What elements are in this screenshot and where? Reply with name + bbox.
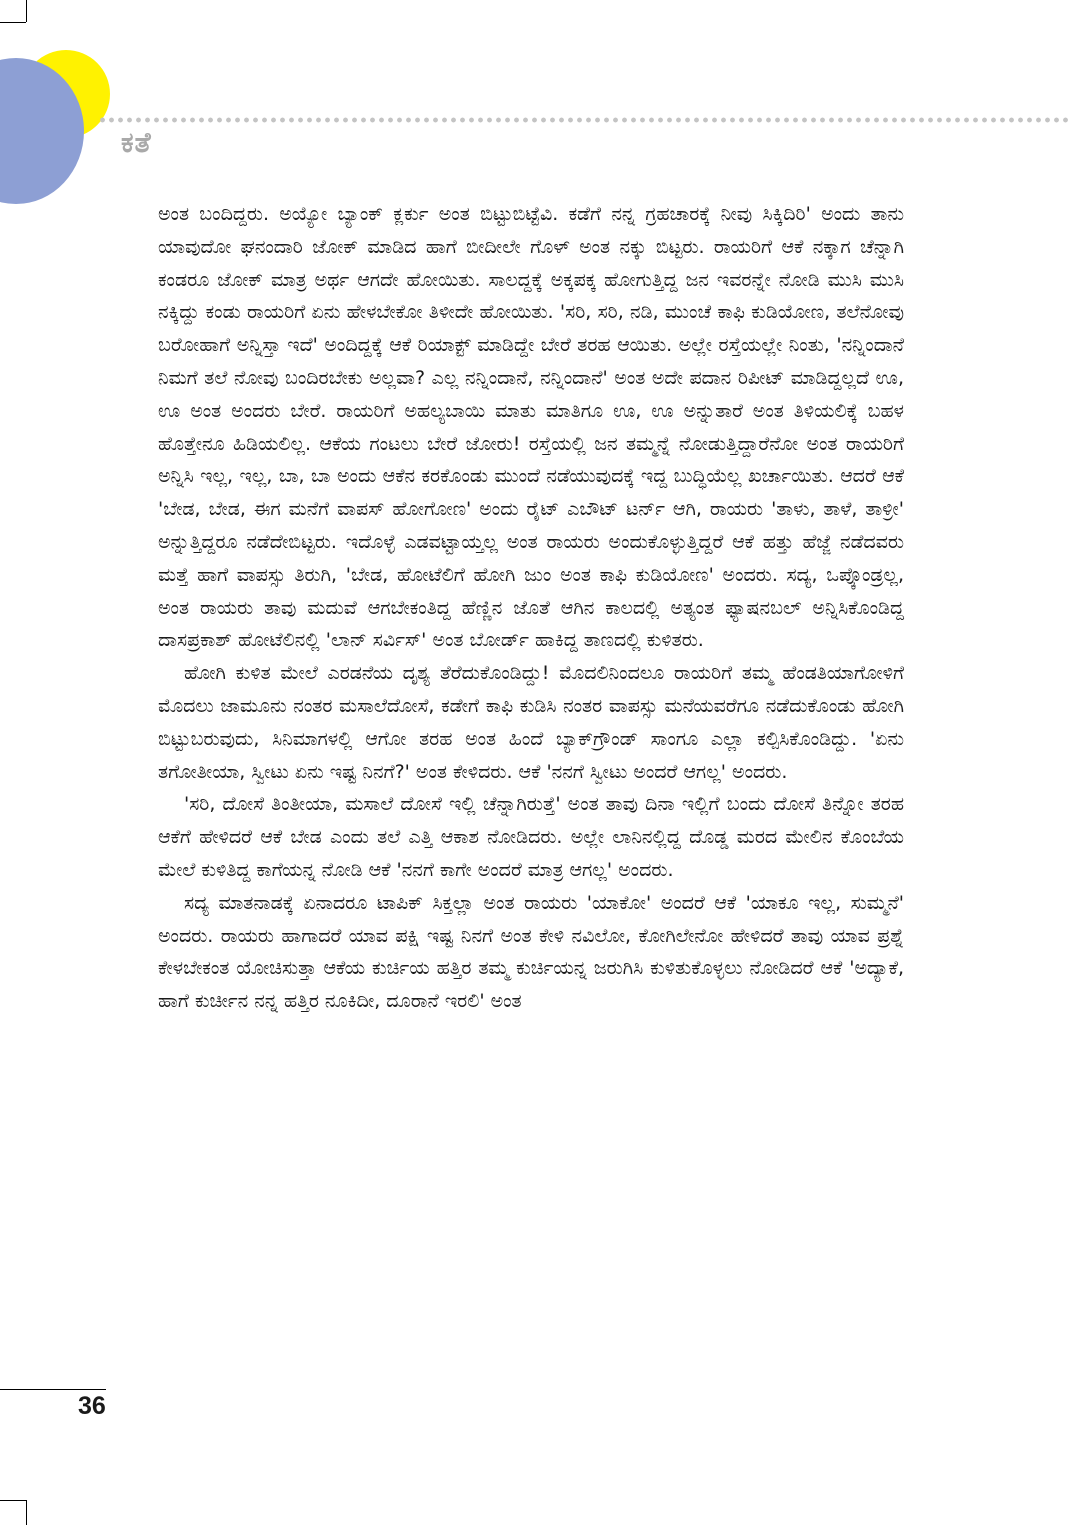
dotted-header-rule [98, 116, 1072, 124]
paragraph: ಅಂತ ಬಂದಿದ್ದರು. ಅಯ್ಯೋ ಬ್ಯಾಂಕ್ ಕ್ಲರ್ಕು ಅಂತ ಬಿಟ್ಟುಬಿಟ್ಟೆವಿ. ಕಡೆಗೆ ನನ್ನ ಗ್ರಹಚಾರಕ್ಕೆ ನೀವು ಸಿಕ್ಕಿದಿರಿ' ಅಂದು ತಾನು ಯಾವುದೋ ಘನಂದಾರಿ ಜೋಕ್ ಮಾಡಿದ ಹಾಗೆ ಬೀದೀಲೇ ಗೊಳ್ ಅಂತ ನಕ್ಕು ಬಿಟ್ಟರು. ರಾಯರಿಗೆ ಆಕೆ ನಕ್ಕಾಗ ಚೆನ್ನಾಗಿ ಕಂಡರೂ ಜೋಕ್ ಮಾತ್ರ ಅರ್ಥ ಆಗದೇ ಹೋಯಿತು. ಸಾಲದ್ದಕ್ಕೆ ಅಕ್ಕಪಕ್ಕ ಹೋಗುತ್ತಿದ್ದ ಜನ ಇವರನ್ನೇ ನೋಡಿ ಮುಸಿ ಮುಸಿ ನಕ್ಕಿದ್ದು ಕಂಡು ರಾಯರಿಗೆ ಏನು ಹೇಳಬೇಕೋ ತಿಳೀದೇ ಹೋಯಿತು. 'ಸರಿ, ಸರಿ, ನಡಿ, ಮುಂಚೆ ಕಾಫಿ ಕುಡಿಯೋಣ, ತಲೆನೋವು ಬರೋಹಾಗೆ ಅನ್ನಿಸ್ತಾ ಇದೆ' ಅಂದಿದ್ದಕ್ಕೆ ಆಕೆ ರಿಯಾಕ್ಟ್ ಮಾಡಿದ್ದೇ ಬೇರೆ ತರಹ ಆಯಿತು. ಅಲ್ಲೇ ರಸ್ತೆಯಲ್ಲೇ ನಿಂತು, 'ನನ್ನಿಂದಾನೆ ನಿಮಗೆ ತಲೆ ನೋವು ಬಂದಿರಬೇಕು ಅಲ್ಲವಾ? ಎಲ್ಲ ನನ್ನಿಂದಾನೆ, ನನ್ನಿಂದಾನೆ' ಅಂತ ಅದೇ ಪದಾನ ರಿಪೀಟ್ ಮಾಡಿದ್ದಲ್ಲದೆ ಊ, ಊ ಅಂತ ಅಂದರು ಬೇರೆ. ರಾಯರಿಗೆ ಅಹಲ್ಯಬಾಯಿ ಮಾತು ಮಾತಿಗೂ ಊ, ಊ ಅನ್ನುತಾರೆ ಅಂತ ತಿಳಿಯಲಿಕ್ಕೆ ಬಹಳ ಹೊತ್ತೇನೂ ಹಿಡಿಯಲಿಲ್ಲ. ಆಕೆಯ ಗಂಟಲು ಬೇರೆ ಜೋರು! ರಸ್ತೆಯಲ್ಲಿ ಜನ ತಮ್ಮನ್ನೆ ನೋಡುತ್ತಿದ್ದಾರೆನೋ ಅಂತ ರಾಯರಿಗೆ ಅನ್ನಿಸಿ ಇಲ್ಲ, ಇಲ್ಲ, ಬಾ, ಬಾ ಅಂದು ಆಕೆನ ಕರಕೊಂಡು ಮುಂದೆ ನಡೆಯುವುದಕ್ಕೆ ಇದ್ದ ಬುದ್ಧಿಯೆಲ್ಲ ಖರ್ಚಾಯಿತು. ಆದರೆ ಆಕೆ 'ಬೇಡ, ಬೇಡ, ಈಗ ಮನೆಗೆ ವಾಪಸ್ ಹೋಗೋಣ' ಅಂದು ರೈಟ್ ಎಬೌಟ್ ಟರ್ನ್ ಆಗಿ, ರಾಯರು 'ತಾಳು, ತಾಳೆ, ತಾಳ್ರೀ' ಅನ್ನುತ್ತಿದ್ದರೂ ನಡೆದೇಬಿಟ್ಟರು. ಇದೊಳ್ಳೆ ಎಡವಟ್ಟಾಯ್ತಲ್ಲ ಅಂತ ರಾಯರು ಅಂದುಕೊಳ್ಳುತ್ತಿದ್ದರೆ ಆಕೆ ಹತ್ತು ಹೆಜ್ಜೆ ನಡೆದವರು ಮತ್ತೆ ಹಾಗೆ ವಾಪಸ್ಸು ತಿರುಗಿ, 'ಬೇಡ, ಹೋಟೆಲಿಗೆ ಹೋಗಿ ಜುಂ ಅಂತ ಕಾಫಿ ಕುಡಿಯೋಣ' ಅಂದರು. ಸದ್ಯ, ಒಪ್ಕೊಂಡ್ರಲ್ಲ, ಅಂತ ರಾಯರು ತಾವು ಮದುವೆ ಆಗಬೇಕಂತಿದ್ದ ಹೆಣ್ಣಿನ ಜೊತೆ ಆಗಿನ ಕಾಲದಲ್ಲಿ ಅತ್ಯಂತ ಫ್ಯಾಷನಬಲ್ ಅನ್ನಿಸಿಕೊಂಡಿದ್ದ ದಾಸಪ್ರಕಾಶ್ ಹೋಟೆಲಿನಲ್ಲಿ 'ಲಾನ್ ಸರ್ವಿಸ್' ಅಂತ ಬೋರ್ಡ್ ಹಾಕಿದ್ದ ತಾಣದಲ್ಲಿ ಕುಳಿತರು. [158, 203, 904, 652]
section-label: ಕತೆ [121, 126, 152, 159]
crop-mark-top-vertical [26, 0, 27, 22]
crop-mark-bottom-horizontal [0, 1500, 26, 1501]
story-body [158, 198, 904, 1018]
page-number: 36 [78, 1392, 106, 1420]
page-number-rule [0, 1389, 106, 1390]
crop-mark-top-horizontal [0, 22, 26, 23]
paragraph: 'ಸರಿ, ದೋಸೆ ತಿಂತೀಯಾ, ಮಸಾಲೆ ದೋಸೆ ಇಲ್ಲಿ ಚೆನ್ನಾಗಿರುತ್ತೆ' ಅಂತ ತಾವು ದಿನಾ ಇಲ್ಲಿಗೆ ಬಂದು ದೋಸೆ ತಿನ್ನೋ ತರಹ ಆಕೆಗೆ ಹೇಳಿದರೆ ಆಕೆ ಬೇಡ ಎಂದು ತಲೆ ಎತ್ತಿ ಆಕಾಶ ನೋಡಿದರು. ಅಲ್ಲೇ ಲಾನಿನಲ್ಲಿದ್ದ ದೊಡ್ಡ ಮರದ ಮೇಲಿನ ಕೊಂಬೆಯ ಮೇಲೆ ಕುಳಿತಿದ್ದ ಕಾಗೆಯನ್ನ ನೋಡಿ ಆಕೆ 'ನನಗೆ ಕಾಗೇ ಅಂದರೆ ಮಾತ್ರ ಆಗಲ್ಲ' ಅಂದರು. [158, 793, 904, 881]
crop-mark-bottom-vertical [26, 1500, 27, 1525]
paragraph: ಹೋಗಿ ಕುಳಿತ ಮೇಲೆ ಎರಡನೆಯ ದೃಶ್ಯ ತೆರೆದುಕೊಂಡಿದ್ದು! ಮೊದಲಿನಿಂದಲೂ ರಾಯರಿಗೆ ತಮ್ಮ ಹೆಂಡತಿಯಾಗೋಳಿಗೆ ಮೊದಲು ಜಾಮೂನು ನಂತರ ಮಸಾಲೆದೋಸೆ, ಕಡೇಗೆ ಕಾಫಿ ಕುಡಿಸಿ ನಂತರ ವಾಪಸ್ಸು ಮನೆಯವರೆಗೂ ನಡೆದುಕೊಂಡು ಹೋಗಿ ಬಿಟ್ಟುಬರುವುದು, ಸಿನಿಮಾಗಳಲ್ಲಿ ಆಗೋ ತರಹ ಅಂತ ಹಿಂದೆ ಬ್ಯಾಕ್‌ಗ್ರೌಂಡ್ ಸಾಂಗೂ ಎಲ್ಲಾ ಕಲ್ಪಿಸಿಕೊಂಡಿದ್ದು. 'ಏನು ತಗೋತೀಯಾ, ಸ್ವೀಟು ಏನು ಇಷ್ಟ ನಿನಗೆ?' ಅಂತ ಕೇಳಿದರು. ಆಕೆ 'ನನಗೆ ಸ್ವೀಟು ಅಂದರೆ ಆಗಲ್ಲ' ಅಂದರು. [158, 662, 904, 783]
paragraph: ಸದ್ಯ ಮಾತನಾಡಕ್ಕೆ ಏನಾದರೂ ಟಾಪಿಕ್ ಸಿಕ್ತಲ್ಲಾ ಅಂತ ರಾಯರು 'ಯಾಕೋ' ಅಂದರೆ ಆಕೆ 'ಯಾಕೂ ಇಲ್ಲ, ಸುಮ್ಮನೆ' ಅಂದರು. ರಾಯರು ಹಾಗಾದರೆ ಯಾವ ಪಕ್ಷಿ ಇಷ್ಟ ನಿನಗೆ ಅಂತ ಕೇಳಿ ನವಿಲೋ, ಕೋಗಿಲೇನೋ ಹೇಳಿದರೆ ತಾವು ಯಾವ ಪ್ರಶ್ನೆ ಕೇಳಬೇಕಂತ ಯೋಚಿಸುತ್ತಾ ಆಕೆಯ ಕುರ್ಚಿಯ ಹತ್ತಿರ ತಮ್ಮ ಕುರ್ಚಿಯನ್ನ ಜರುಗಿಸಿ ಕುಳಿತುಕೊಳ್ಳಲು ನೋಡಿದರೆ ಆಕೆ 'ಅದ್ಯಾಕೆ, ಹಾಗೆ ಕುರ್ಚೀನ ನನ್ನ ಹತ್ತಿರ ನೂಕಿದೀ, ದೂರಾನೆ ಇರಲಿ' ಅಂತ [158, 891, 904, 1013]
